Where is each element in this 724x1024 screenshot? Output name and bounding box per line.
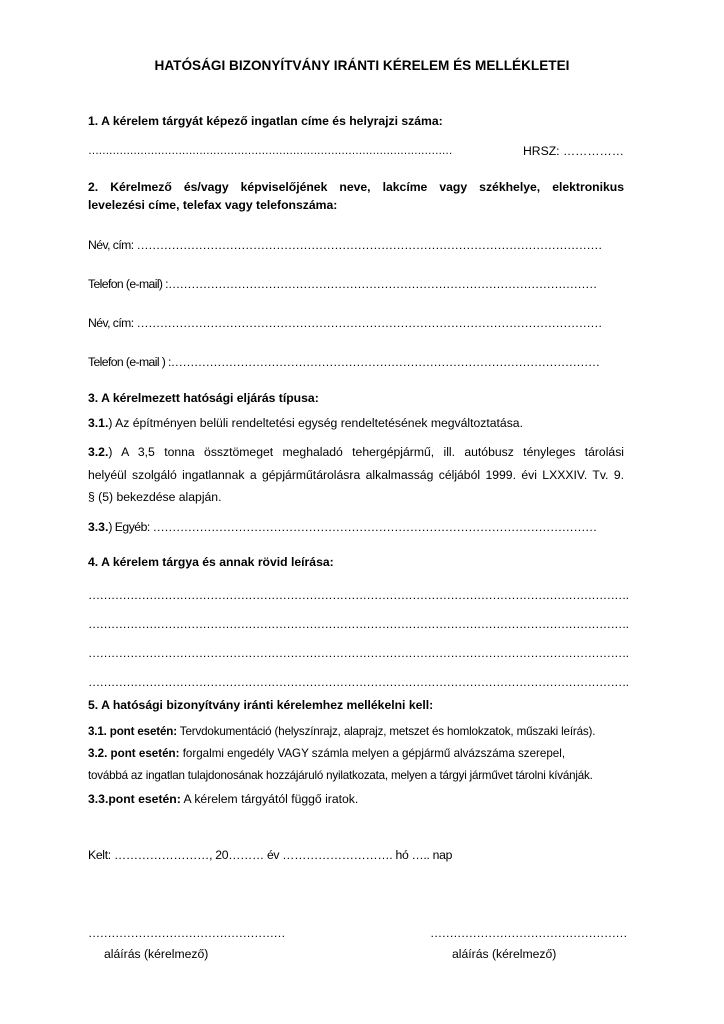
phone-email-field-1[interactable]: Telefon (e-mail) :………………………………………………………………………………………………… — [88, 277, 597, 291]
section-4-heading: 4. A kérelem tárgya és annak rövid leírása: — [88, 555, 334, 569]
attachment-3-1-text: Tervdokumentáció (helyszínrajz, alaprajz, metszet és homlokzatok, műszaki leírás). — [176, 725, 596, 738]
option-3-1-text: ) Az építményen belüli rendeltetési egység rendeltetésének megváltoztatása. — [108, 416, 523, 430]
section-3-heading: 3. A kérelmezett hatósági eljárás típusa: — [88, 391, 319, 405]
signature-line-left[interactable]: …………………………………………… — [88, 926, 285, 940]
signature-line-right[interactable]: …………………………………………… — [430, 926, 627, 940]
option-3-2-line-2: helyéül szolgáló ingatlannak a gépjárműtárolásra alkalmasság céljából 1999. évi LXXXIV. Tv. 9. — [88, 468, 624, 482]
description-line-4[interactable]: ……………………………………………………………………………………………………………………………. — [88, 675, 629, 689]
attachment-3-2 — [88, 746, 565, 761]
signature-label-right: aláírás (kérelmező) — [452, 947, 557, 961]
option-3-3-other-field[interactable]: ) Egyéb: …………………………………………………………………………………………………… — [108, 520, 597, 534]
date-line[interactable]: Kelt: ……………………, 20……… év ………………………. hó ….. nap — [88, 848, 453, 862]
description-line-3[interactable]: ……………………………………………………………………………………………………………………………. — [88, 646, 629, 660]
description-line-1[interactable]: ……………………………………………………………………………………………………………………………. — [88, 588, 629, 602]
option-3-2-line-3: § (5) bekezdése alapján. — [88, 490, 222, 504]
option-3-2-line-1 — [88, 445, 624, 460]
phone-email-field-2[interactable]: Telefon (e-mail ) :………………………………………………………………………………………………… — [88, 355, 600, 369]
signature-label-left: aláírás (kérelmező) — [104, 947, 209, 961]
section-1-heading: 1. A kérelem tárgyát képező ingatlan címe és helyrajzi száma: — [88, 114, 443, 128]
attachment-3-2-label: 3.2. pont esetén: — [88, 747, 180, 760]
option-3-1-number: 3.1. — [88, 416, 109, 430]
name-address-field-2[interactable]: Név, cím: ………………………………………………………………………………………………………… — [88, 316, 602, 330]
option-3-3-number: 3.3. — [88, 520, 109, 534]
attachment-3-3-label: 3.3.pont esetén: — [88, 792, 181, 806]
option-3-2-number: 3.2. — [88, 445, 109, 459]
attachment-3-2-line-2: továbbá az ingatlan tulajdonosának hozzájáruló nyilatkozata, melyen a tárgyi járművet tárolni kívánják. — [88, 769, 593, 782]
attachment-3-3-text: A kérelem tárgyától függő iratok. — [180, 792, 359, 806]
attachment-3-3 — [88, 792, 358, 807]
section-5-heading: 5. A hatósági bizonyítvány iránti kérelemhez mellékelni kell: — [88, 698, 434, 712]
attachment-3-2-text: forgalmi engedély VAGY számla melyen a gépjármű alvázszáma szerepel, — [179, 747, 566, 760]
description-line-2[interactable]: ……………………………………………………………………………………………………………………………. — [88, 617, 629, 631]
document-title: HATÓSÁGI BIZONYÍTVÁNY IRÁNTI KÉRELEM ÉS MELLÉKLETEI — [154, 58, 570, 73]
option-3-2-text-line-1: ) A 3,5 tonna össztömeget meghaladó tehergépjármű, ill. autóbusz tényleges tárolási — [108, 445, 624, 459]
address-field[interactable]: …………………………………………………………………………………………… — [88, 145, 453, 157]
section-2-heading-line-1: 2. Kérelmező és/vagy képviselőjének neve, lakcíme vagy székhelye, elektronikus — [88, 180, 624, 194]
attachment-3-1 — [88, 724, 595, 739]
attachment-3-1-label: 3.1. pont esetén: — [88, 725, 177, 738]
option-3-1 — [88, 416, 523, 431]
option-3-3[interactable] — [88, 520, 597, 535]
hrsz-field[interactable]: HRSZ: …………… — [523, 144, 624, 158]
name-address-field-1[interactable]: Név, cím: ………………………………………………………………………………………………………… — [88, 238, 602, 252]
section-2-heading-line-2: levelezési címe, telefax vagy telefonszáma: — [88, 198, 338, 212]
